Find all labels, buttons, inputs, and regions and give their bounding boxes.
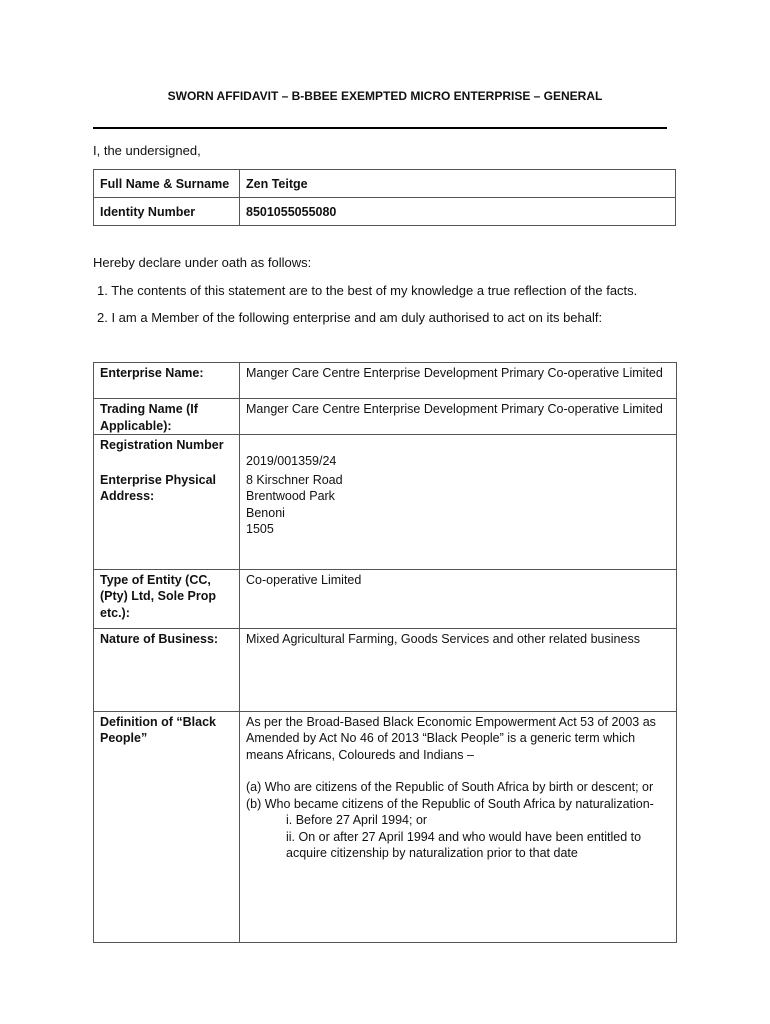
statement-2: 2. I am a Member of the following enterprise and am duly authorised to act on its behalf: bbox=[97, 310, 603, 325]
enterprise-name-value: Manger Care Centre Enterprise Development Primary Co-operative Limited bbox=[240, 363, 677, 399]
black-people-definition-value bbox=[240, 711, 677, 942]
title-rule bbox=[93, 127, 667, 129]
table-row bbox=[94, 170, 676, 198]
address-line: Benoni bbox=[246, 505, 285, 520]
definition-intro: As per the Broad-Based Black Economic Empowerment Act 53 of 2003 as Amended by Act No 46 of 2013 “Black People” is a generic term which means Africans, Coloureds and Indians – bbox=[246, 714, 656, 762]
address-label: Enterprise Physical Address: bbox=[94, 470, 240, 570]
page-title: SWORN AFFIDAVIT – B-BBEE EXEMPTED MICRO ENTERPRISE – GENERAL bbox=[167, 89, 603, 103]
full-name-label: Full Name & Surname bbox=[94, 170, 240, 198]
statement-1: 1. The contents of this statement are to the best of my knowledge a true reflection of the facts. bbox=[97, 283, 638, 298]
definition-item-b: (b) Who became citizens of the Republic of South Africa by naturalization- bbox=[246, 796, 654, 811]
intro-text: I, the undersigned, bbox=[93, 143, 201, 158]
black-people-definition-label: Definition of “Black People” bbox=[94, 711, 240, 942]
table-row bbox=[94, 435, 677, 470]
identity-number-value: 8501055055080 bbox=[240, 198, 676, 226]
registration-number-value: 2019/001359/24 bbox=[240, 435, 677, 470]
address-line: 8 Kirschner Road bbox=[246, 472, 343, 487]
registration-number-label: Registration Number bbox=[94, 435, 240, 470]
table-row bbox=[94, 628, 677, 711]
address-line: 1505 bbox=[246, 522, 274, 536]
entity-type-label: Type of Entity (CC, (Pty) Ltd, Sole Prop etc.): bbox=[94, 569, 240, 628]
table-row bbox=[94, 569, 677, 628]
identity-number-label: Identity Number bbox=[94, 198, 240, 226]
enterprise-table bbox=[93, 362, 677, 943]
identity-table bbox=[93, 169, 676, 226]
trading-name-label: Trading Name (If Applicable): bbox=[94, 399, 240, 435]
definition-item-i: i. Before 27 April 1994; or bbox=[286, 813, 428, 827]
nature-of-business-label: Nature of Business: bbox=[94, 628, 240, 711]
enterprise-name-label: Enterprise Name: bbox=[94, 363, 240, 399]
definition-item-ii: ii. On or after 27 April 1994 and who would have been entitled to acquire citizenship by naturalization prior to that date bbox=[286, 829, 642, 860]
declare-text: Hereby declare under oath as follows: bbox=[93, 255, 312, 270]
address-value bbox=[240, 470, 677, 570]
full-name-value: Zen Teitge bbox=[240, 170, 676, 198]
nature-of-business-value: Mixed Agricultural Farming, Goods Services and other related business bbox=[240, 628, 677, 711]
entity-type-value: Co-operative Limited bbox=[240, 569, 677, 628]
table-row bbox=[94, 198, 676, 226]
address-line: Brentwood Park bbox=[246, 489, 335, 503]
table-row bbox=[94, 363, 677, 399]
table-row bbox=[94, 470, 677, 570]
definition-item-a: (a) Who are citizens of the Republic of South Africa by birth or descent; or bbox=[246, 780, 654, 794]
trading-name-value: Manger Care Centre Enterprise Development Primary Co-operative Limited bbox=[240, 399, 677, 435]
table-row bbox=[94, 399, 677, 435]
table-row bbox=[94, 711, 677, 942]
